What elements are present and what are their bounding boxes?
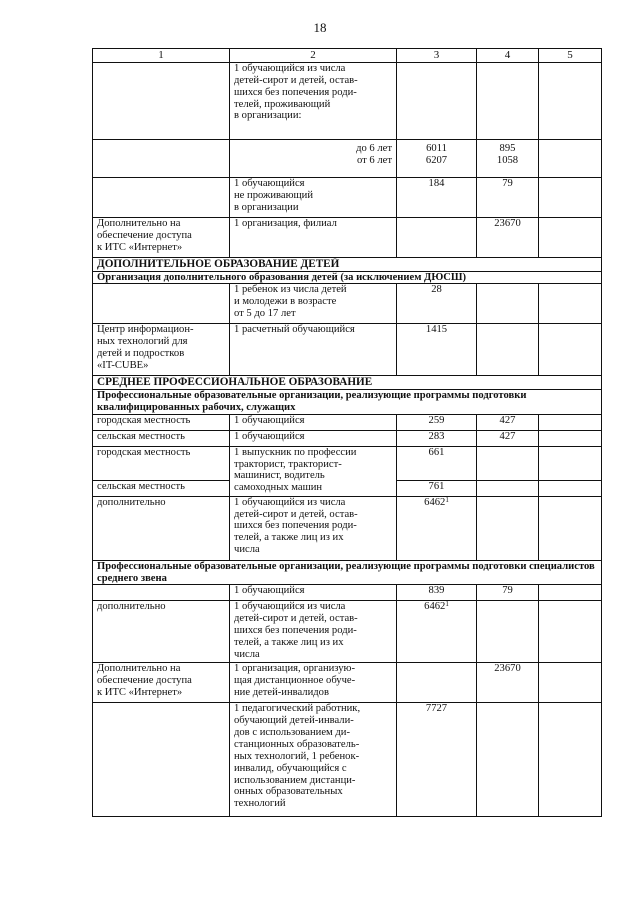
column-header-2: 2 — [230, 49, 397, 63]
table-cell — [477, 324, 539, 376]
table-cell: дополнительно — [93, 496, 230, 560]
column-header-4: 4 — [477, 49, 539, 63]
subsection-heading: Профессиональные образовательные организации, реализующие программы подготовки специалистов среднего звена — [93, 560, 602, 585]
table-cell: 1 обучающийся не проживающий в организации — [230, 178, 397, 218]
table-cell: 1 обучающийся из числа детей-сирот и детей, остав- шихся без попечения роди- телей, проживающий в организации: — [230, 63, 397, 140]
table-cell: городская местность — [93, 446, 230, 480]
value-text: 6462 — [424, 601, 446, 613]
table-cell — [93, 284, 230, 324]
table-cell: 28 — [397, 284, 477, 324]
section-heading: СРЕДНЕЕ ПРОФЕССИОНАЛЬНОЕ ОБРАЗОВАНИЕ — [93, 376, 602, 390]
table-cell: 1 обучающийся из числа детей-сирот и детей, остав- шихся без попечения роди- телей, а также лиц из их числа — [230, 496, 397, 560]
table-cell — [539, 601, 602, 663]
value-text: 6462 — [424, 496, 446, 508]
table-cell — [397, 663, 477, 703]
table-cell — [539, 585, 602, 601]
table-cell — [93, 140, 230, 178]
table-row — [93, 446, 602, 480]
table-cell: 259 — [397, 414, 477, 430]
table-cell: 1 обучающийся — [230, 430, 397, 446]
table-cell: 23670 — [477, 663, 539, 703]
column-header-5: 5 — [539, 49, 602, 63]
table-row — [93, 63, 602, 140]
table-cell: 79 — [477, 178, 539, 218]
subsection-heading-row — [93, 271, 602, 284]
table-row — [93, 430, 602, 446]
table-cell — [539, 663, 602, 703]
section-heading: ДОПОЛНИТЕЛЬНОЕ ОБРАЗОВАНИЕ ДЕТЕЙ — [93, 258, 602, 272]
table-cell: 427 — [477, 414, 539, 430]
table-row — [93, 414, 602, 430]
table-cell: 184 — [397, 178, 477, 218]
table-cell: 1415 — [397, 324, 477, 376]
subsection-heading: Профессиональные образовательные организации, реализующие программы подготовки квалифицированных рабочих, служащих — [93, 389, 602, 414]
table-cell — [397, 496, 477, 560]
footnote-mark: 1 — [445, 495, 449, 504]
column-header-1: 1 — [93, 49, 230, 63]
table-row — [93, 703, 602, 817]
table-cell: 427 — [477, 430, 539, 446]
table-row — [93, 601, 602, 663]
table-cell — [397, 218, 477, 258]
table-cell: 23670 — [477, 218, 539, 258]
table-cell: 7727 — [397, 703, 477, 817]
page-number: 18 — [313, 20, 327, 35]
table-cell: дополнительно — [93, 601, 230, 663]
table-row — [93, 284, 602, 324]
table-cell: 283 — [397, 430, 477, 446]
table-cell — [477, 446, 539, 480]
table-cell: 761 — [397, 480, 477, 496]
table-row — [93, 324, 602, 376]
subsection-heading: Организация дополнительного образования детей (за исключением ДЮСШ) — [93, 271, 602, 284]
table-cell: 1 обучающийся — [230, 585, 397, 601]
table-cell: 1 расчетный обучающийся — [230, 324, 397, 376]
table-cell: 1 обучающийся — [230, 414, 397, 430]
table-row — [93, 663, 602, 703]
table-row — [93, 585, 602, 601]
table-cell: до 6 лет от 6 лет — [230, 140, 397, 178]
table-cell — [397, 601, 477, 663]
subsection-heading-row — [93, 560, 602, 585]
table-cell — [539, 324, 602, 376]
table-cell: 1 педагогический работник, обучающий детей-инвали- дов с использованием ди- станционных образователь- ных технологий, 1 ребенок- инвалид, обучающийся с использованием дистанци- онных образовательных технологий — [230, 703, 397, 817]
table-cell — [477, 63, 539, 140]
table-cell: 1 выпускник по профессии тракторист, тракторист- машинист, водитель самоходных машин — [230, 446, 397, 496]
table-cell: 839 — [397, 585, 477, 601]
table-row — [93, 496, 602, 560]
table-cell: сельская местность — [93, 480, 230, 496]
table-cell — [539, 284, 602, 324]
table-cell: Центр информацион- ных технологий для детей и подростков «IT-CUBE» — [93, 324, 230, 376]
table-cell — [93, 63, 230, 140]
table-cell: 1 обучающийся из числа детей-сирот и детей, остав- шихся без попечения роди- телей, а также лиц из их числа — [230, 601, 397, 663]
table-cell: сельская местность — [93, 430, 230, 446]
footnote-mark: 1 — [445, 600, 449, 609]
table-cell — [477, 601, 539, 663]
table-cell — [539, 63, 602, 140]
table-cell — [93, 703, 230, 817]
header-row — [93, 49, 602, 63]
table-cell — [477, 496, 539, 560]
table-cell — [539, 446, 602, 480]
table-cell — [539, 140, 602, 178]
section-heading-row — [93, 258, 602, 272]
table-cell: Дополнительно на обеспечение доступа к ИТС «Интернет» — [93, 218, 230, 258]
table-cell: 1 организация, филиал — [230, 218, 397, 258]
table-cell — [539, 414, 602, 430]
table-cell — [477, 284, 539, 324]
table-cell: 1 организация, организую- щая дистанционное обуче- ние детей-инвалидов — [230, 663, 397, 703]
tariff-table — [92, 48, 602, 817]
subsection-heading-row — [93, 389, 602, 414]
table-cell: 661 — [397, 446, 477, 480]
table-cell — [539, 496, 602, 560]
table-cell — [539, 218, 602, 258]
table-row — [93, 218, 602, 258]
table-cell — [539, 430, 602, 446]
table-cell — [477, 703, 539, 817]
table-cell: 895 1058 — [477, 140, 539, 178]
table-cell — [539, 703, 602, 817]
table-cell — [397, 63, 477, 140]
table-cell: Дополнительно на обеспечение доступа к ИТС «Интернет» — [93, 663, 230, 703]
table-cell: 6011 6207 — [397, 140, 477, 178]
table-cell: 79 — [477, 585, 539, 601]
column-header-3: 3 — [397, 49, 477, 63]
table-cell — [93, 585, 230, 601]
table-cell — [539, 480, 602, 496]
table-cell: 1 ребенок из числа детей и молодежи в возрасте от 5 до 17 лет — [230, 284, 397, 324]
table-cell — [93, 178, 230, 218]
section-heading-row — [93, 376, 602, 390]
table-row — [93, 140, 602, 178]
table-cell: городская местность — [93, 414, 230, 430]
table-cell — [477, 480, 539, 496]
table-cell — [539, 178, 602, 218]
table-row — [93, 178, 602, 218]
